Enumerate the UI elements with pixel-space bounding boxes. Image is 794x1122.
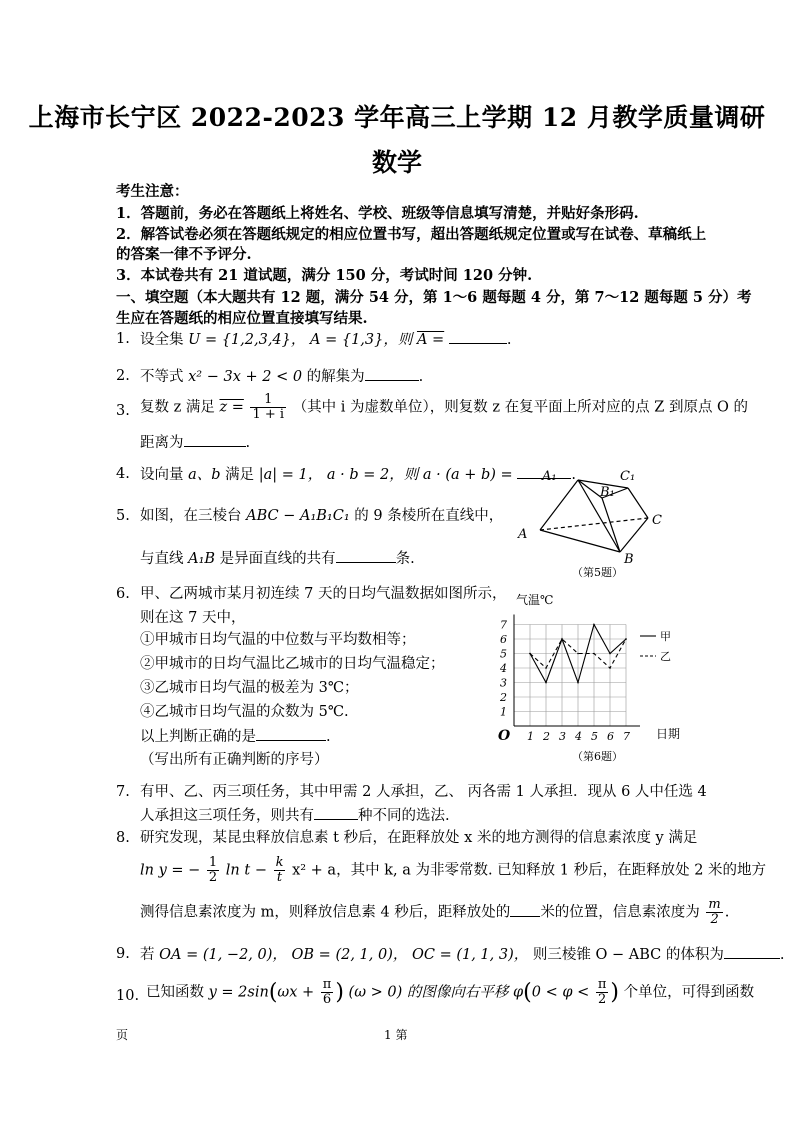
notice-item-3: 3．本试卷共有 21 道试题，满分 150 分，考试时间 120 分钟. (116, 267, 533, 284)
figure-5-label: C₁ (620, 469, 636, 484)
q8-line-2 (140, 856, 766, 885)
chart-x-tick: 3 (559, 730, 566, 743)
q3-fraction (250, 393, 286, 422)
notice-heading: 考生注意： (116, 183, 189, 200)
chart-point (545, 667, 547, 669)
q6-line-1: 甲、乙两城市某月初连续 7 天的日均气温数据如图所示， (140, 586, 507, 602)
question-3-line2 (140, 432, 250, 454)
q1-set-a: A = {1,3}，则 (310, 332, 413, 348)
frac-denominator: t (276, 870, 283, 885)
q6-statement-4: ④乙城市日均气温的众数为 5℃. (140, 704, 349, 720)
chart-x-title: 日期 (656, 727, 681, 741)
q4-cond-2: a · b = 2，则 (326, 467, 419, 483)
q3-text-2: （其中 i 为虚数单位），则复数 z 在复平面上所对应的点 Z 到原点 O 的 (292, 399, 749, 416)
section-1-line2: 生应在答题纸的相应位置直接填写结果. (116, 310, 368, 327)
q6-prompt: 以上判断正确的是 (140, 729, 256, 745)
q8-formula-lnt: ln t − (225, 862, 267, 879)
figure-5-label: C (652, 513, 662, 528)
q3-frac-denominator: 1 + i (252, 407, 285, 422)
q3-period: . (245, 435, 251, 451)
chart-y-tick: 7 (500, 618, 507, 632)
q9-period: . (779, 947, 785, 963)
figure-5-label: B₁ (600, 485, 615, 500)
q6-line-8: （写出所有正确判断的序号） (140, 752, 329, 768)
q9-text-2: 则三棱锥 O − ABC 的体积为 (532, 947, 724, 963)
answer-blank[interactable] (510, 902, 540, 917)
q5-text-3: 与直线 (140, 551, 184, 567)
chart-y-tick: 1 (500, 705, 507, 719)
chart-x-tick: 5 (591, 730, 598, 743)
q4-text: 设向量 (140, 467, 184, 483)
q8-k-over-t (274, 856, 286, 885)
q9-vector-oa: OA = (1, −2, 0)， (159, 947, 287, 963)
answer-blank[interactable] (314, 805, 358, 820)
answer-blank[interactable] (336, 548, 396, 563)
q10-text-2: 个单位，可得到函数 (623, 984, 755, 1001)
chart-x-tick: 7 (623, 730, 630, 743)
q5-text: 如图，在三棱台 (140, 508, 242, 524)
chart-point (625, 638, 627, 640)
frac-denominator: 6 (322, 992, 332, 1007)
chart-x-tick: 1 (527, 730, 534, 743)
q3-frac-numerator: 1 (250, 393, 286, 408)
figure-5-label: A (518, 527, 528, 542)
q2-inequality: x² − 3x + 2 < 0 (188, 369, 303, 385)
q5-line: A₁B (188, 551, 216, 567)
answer-blank[interactable] (365, 366, 419, 381)
q7-text: 人承担这三项任务，则共有 (140, 808, 314, 824)
chart-point (593, 653, 595, 655)
question-number: 3. (116, 403, 130, 419)
q4-vectors: a、b (188, 467, 221, 483)
chart-y-tick: 2 (500, 691, 507, 704)
frac-numerator: m (708, 897, 721, 912)
chart-origin: O (498, 728, 511, 744)
q8-formula-rest: x² + a，其中 k, a 为非零常数. 已知释放 1 秒后，在距释放处 2 米的地方 (292, 862, 767, 879)
chart-legend-label: 甲 (660, 630, 671, 643)
q7-line-2 (140, 805, 450, 827)
q1-complement: A = (416, 332, 445, 348)
chart-point (577, 682, 579, 684)
q4-text-2: 满足 (225, 467, 255, 483)
q8-line-3 (140, 898, 729, 927)
q1-period: . (506, 332, 512, 348)
q8-text: 测得信息素浓度为 m，则释放信息素 4 秒后，距释放处的 (140, 904, 511, 921)
q5-text-4: 是异面直线的共有 (219, 551, 336, 567)
q8-period: . (724, 904, 730, 921)
question-5-line2 (140, 548, 415, 570)
question-number: 10. (116, 988, 140, 1004)
question-9 (140, 944, 784, 966)
question-number: 6. (116, 586, 130, 602)
q10-shift: (ω > 0) 的图像向右平移 φ (348, 984, 524, 1001)
q1-set-u: U = {1,2,3,4}， (188, 332, 306, 348)
chart-point (529, 653, 531, 655)
frac-denominator: 2 (208, 870, 218, 885)
q2-text: 不等式 (140, 369, 184, 385)
q4-period: . (571, 467, 576, 483)
frac-numerator: 1 (208, 855, 218, 870)
q5-text-5: 条. (395, 551, 415, 567)
chart-y-tick: 3 (500, 676, 507, 690)
q9-vector-oc: OC = (1, 1, 3)， (411, 947, 529, 963)
q4-cond-1: |a| = 1， (258, 467, 323, 483)
answer-blank[interactable] (449, 329, 507, 344)
q9-vector-ob: OB = (2, 1, 0)， (291, 947, 408, 963)
question-5 (140, 506, 503, 527)
question-number: 5. (116, 508, 130, 524)
q2-text-2: 的解集为 (306, 369, 365, 385)
q10-range: 0 < φ < (531, 984, 590, 1001)
question-number: 8. (116, 830, 130, 846)
figure-5-frustum (510, 462, 680, 582)
frac-numerator: k (275, 855, 284, 870)
chart-point (561, 638, 563, 640)
chart-x-tick: 4 (575, 730, 582, 743)
chart-y-tick: 5 (500, 647, 507, 661)
figure-6-caption: （第6题） (572, 750, 623, 763)
answer-blank[interactable] (724, 944, 780, 959)
q6-line-7 (140, 726, 331, 748)
chart-point (593, 624, 595, 626)
chart-x-tick: 2 (543, 730, 550, 743)
q10-function: y = 2sin (208, 984, 269, 1001)
q4-expression: a · (a + b) = (422, 467, 513, 483)
q10-arg: ωx + (277, 984, 315, 1001)
frac-numerator: π (597, 977, 607, 992)
chart-legend-label: 乙 (660, 650, 671, 663)
section-1-line1: 一、填空题（本大题共有 12 题，满分 54 分，第 1～6 题每题 4 分，第 7～12 题每题 5 分）考 (116, 289, 752, 306)
notice-item-2-line1: 2．解答试卷必须在答题纸规定的相应位置书写，超出答题纸规定位置或写在试卷、草稿纸上 (116, 226, 707, 243)
q7-line-1: 有甲、乙、丙三项任务，其中甲需 2 人承担，乙、 丙各需 1 人承担．现从 6 人中任选 4 (140, 784, 707, 800)
question-10: 已知函数 y = 2sin(ωx + $\frac{\pi}{6}$ ) (ω > 0) 的图像向右平移 φ(0 < φ < $\frac{\pi}{2}$ ) 个单位，可得到函数 (146, 977, 755, 1007)
chart-y-tick: 4 (500, 662, 507, 675)
q10-pi-over-2 (596, 978, 609, 1007)
question-number: 4. (116, 466, 130, 482)
chart-point (577, 653, 579, 655)
question-number: 7. (116, 784, 130, 800)
figure-5-label: B (624, 552, 634, 567)
q5-frustum: ABC − A₁B₁C₁ (246, 508, 350, 524)
chart-x-tick: 6 (607, 730, 614, 743)
q8-formula-lny: ln y = − (140, 862, 201, 879)
notice-item-2-line2: 的答案一律不予评分. (116, 246, 252, 263)
footer-left: 页 (116, 1028, 129, 1042)
q8-m-half (706, 898, 722, 927)
q7-text-2: 种不同的选法. (358, 808, 450, 824)
chart-point (545, 682, 547, 684)
q8-half (207, 856, 219, 885)
q3-conj-z: z = (219, 399, 244, 416)
figure-6-chart (490, 590, 700, 765)
question-number: 2. (116, 368, 130, 384)
question-1 (140, 329, 511, 351)
question-number: 1. (116, 331, 130, 347)
frac-numerator: π (322, 977, 332, 992)
question-number: 9. (116, 946, 130, 962)
page-subject: 数学 (371, 148, 422, 177)
notice-item-1: 1．答题前，务必在答题纸上将姓名、学校、班级等信息填写清楚，并贴好条形码. (116, 205, 639, 222)
footer-page-number: 1 第 (384, 1028, 408, 1042)
q1-text: 设全集 (140, 332, 184, 348)
chart-y-title: 气温℃ (516, 593, 554, 607)
q2-period: . (418, 369, 424, 385)
q6-statement-3: ③乙城市日均气温的极差为 3℃； (140, 680, 359, 696)
figure-5-label: A₁ (542, 469, 557, 484)
answer-blank[interactable] (256, 726, 326, 741)
chart-point (609, 667, 611, 669)
q6-line-2: 则在这 7 天中， (140, 610, 246, 626)
q10-text: 已知函数 (146, 984, 204, 1001)
chart-point (609, 653, 611, 655)
q6-statement-2: ②甲城市的日均气温比乙城市的日均气温稳定； (140, 656, 445, 672)
question-2 (140, 366, 423, 388)
question-3 (140, 393, 748, 422)
q10-pi-over-6 (321, 978, 334, 1007)
q3-text-3: 距离为 (140, 435, 184, 451)
q9-text: 若 (140, 947, 155, 963)
q5-text-2: 的 9 条棱所在直线中， (354, 508, 504, 524)
q8-line-1: 研究发现，某昆虫释放信息素 t 秒后，在距释放处 x 米的地方测得的信息素浓度 y 满足 (140, 830, 698, 846)
frac-denominator: 2 (710, 912, 719, 927)
frac-denominator: 2 (597, 992, 607, 1007)
q3-text: 复数 z 满足 (140, 399, 215, 416)
page-title: 上海市长宁区 2022-2023 学年高三上学期 12 月教学质量调研 (28, 103, 766, 132)
q6-statement-1: ①甲城市日均气温的中位数与平均数相等； (140, 632, 416, 648)
figure-5-caption: （第5题） (572, 566, 623, 579)
answer-blank[interactable] (184, 432, 246, 447)
chart-y-tick: 6 (500, 633, 507, 646)
q8-text-2: 米的位置，信息素浓度为 (540, 904, 700, 921)
q6-period: . (326, 729, 331, 745)
